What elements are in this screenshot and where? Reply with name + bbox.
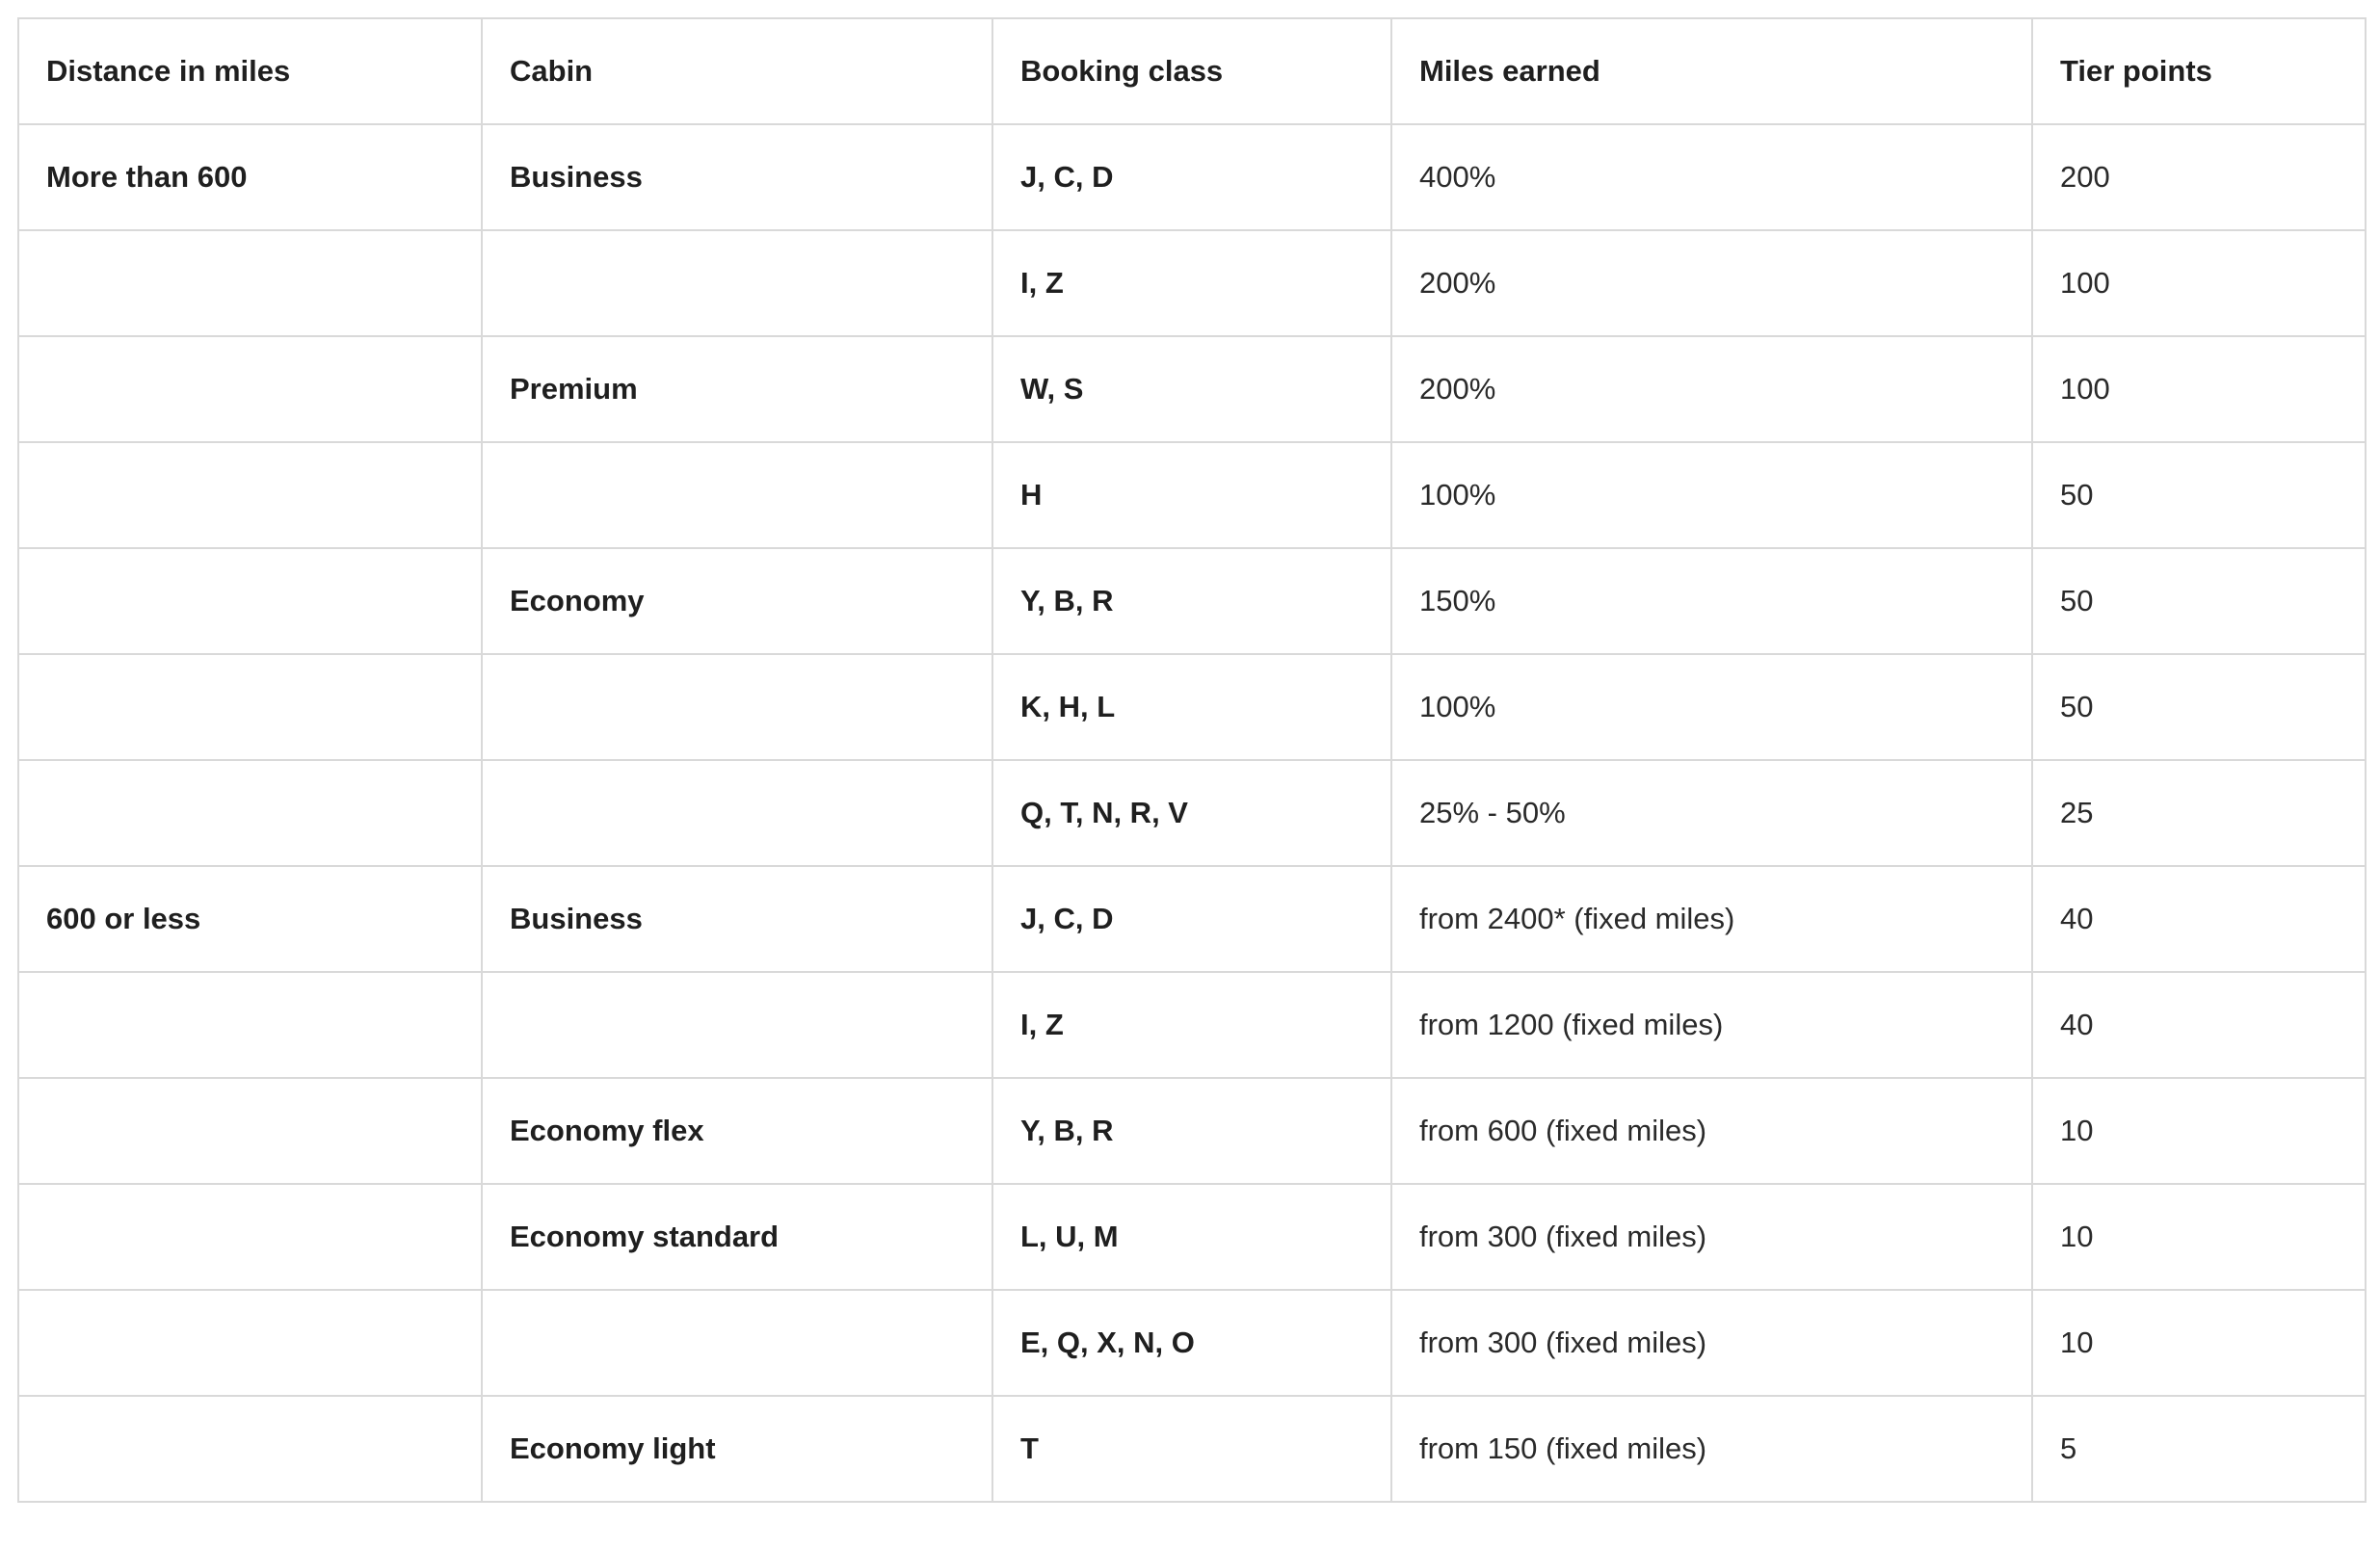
cell-miles-earned: from 2400* (fixed miles) (1391, 866, 2032, 972)
cell-miles-earned: 100% (1391, 654, 2032, 760)
cell-booking-class: L, U, M (992, 1184, 1391, 1290)
cell-cabin (482, 230, 992, 336)
cell-miles-earned: 400% (1391, 124, 2032, 230)
cell-miles-earned: from 150 (fixed miles) (1391, 1396, 2032, 1502)
miles-earning-table (17, 17, 2367, 1503)
cell-booking-class: T (992, 1396, 1391, 1502)
cell-distance (18, 548, 482, 654)
cell-distance (18, 1396, 482, 1502)
cell-distance (18, 1184, 482, 1290)
cell-miles-earned: 25% - 50% (1391, 760, 2032, 866)
cell-distance: 600 or less (18, 866, 482, 972)
cell-distance (18, 760, 482, 866)
cell-booking-class: J, C, D (992, 866, 1391, 972)
cell-cabin: Economy flex (482, 1078, 992, 1184)
cell-distance (18, 336, 482, 442)
cell-cabin: Economy light (482, 1396, 992, 1502)
cell-tier-points: 40 (2032, 972, 2366, 1078)
table-row (18, 972, 2366, 1078)
cell-miles-earned: from 300 (fixed miles) (1391, 1184, 2032, 1290)
cell-miles-earned: from 1200 (fixed miles) (1391, 972, 2032, 1078)
table-row (18, 1396, 2366, 1502)
cell-booking-class: W, S (992, 336, 1391, 442)
cell-tier-points: 10 (2032, 1290, 2366, 1396)
table-row (18, 442, 2366, 548)
cell-distance (18, 654, 482, 760)
cell-cabin (482, 442, 992, 548)
cell-tier-points: 40 (2032, 866, 2366, 972)
table-row (18, 654, 2366, 760)
table-body (18, 124, 2366, 1502)
header-booking-class: Booking class (992, 18, 1391, 124)
header-distance: Distance in miles (18, 18, 482, 124)
cell-booking-class: K, H, L (992, 654, 1391, 760)
cell-tier-points: 200 (2032, 124, 2366, 230)
cell-booking-class: Y, B, R (992, 548, 1391, 654)
cell-miles-earned: 100% (1391, 442, 2032, 548)
miles-table-container (17, 17, 2365, 1503)
cell-booking-class: I, Z (992, 230, 1391, 336)
cell-cabin: Economy standard (482, 1184, 992, 1290)
cell-booking-class: J, C, D (992, 124, 1391, 230)
cell-distance (18, 1290, 482, 1396)
cell-miles-earned: 150% (1391, 548, 2032, 654)
table-row (18, 1184, 2366, 1290)
header-cabin: Cabin (482, 18, 992, 124)
table-row (18, 548, 2366, 654)
cell-miles-earned: 200% (1391, 230, 2032, 336)
cell-tier-points: 50 (2032, 548, 2366, 654)
cell-tier-points: 50 (2032, 654, 2366, 760)
table-row (18, 866, 2366, 972)
table-row (18, 760, 2366, 866)
cell-booking-class: Q, T, N, R, V (992, 760, 1391, 866)
cell-cabin (482, 760, 992, 866)
table-header (18, 18, 2366, 124)
cell-miles-earned: from 300 (fixed miles) (1391, 1290, 2032, 1396)
table-row (18, 336, 2366, 442)
cell-cabin: Business (482, 866, 992, 972)
header-miles-earned: Miles earned (1391, 18, 2032, 124)
cell-tier-points: 5 (2032, 1396, 2366, 1502)
cell-cabin: Premium (482, 336, 992, 442)
cell-distance (18, 972, 482, 1078)
cell-tier-points: 50 (2032, 442, 2366, 548)
cell-booking-class: I, Z (992, 972, 1391, 1078)
header-tier-points: Tier points (2032, 18, 2366, 124)
cell-cabin: Economy (482, 548, 992, 654)
header-row (18, 18, 2366, 124)
cell-distance (18, 442, 482, 548)
cell-distance (18, 230, 482, 336)
cell-tier-points: 100 (2032, 336, 2366, 442)
cell-cabin: Business (482, 124, 992, 230)
cell-miles-earned: from 600 (fixed miles) (1391, 1078, 2032, 1184)
table-row (18, 230, 2366, 336)
cell-distance: More than 600 (18, 124, 482, 230)
table-row (18, 1078, 2366, 1184)
cell-cabin (482, 972, 992, 1078)
cell-tier-points: 100 (2032, 230, 2366, 336)
cell-booking-class: Y, B, R (992, 1078, 1391, 1184)
cell-tier-points: 10 (2032, 1184, 2366, 1290)
cell-cabin (482, 654, 992, 760)
cell-tier-points: 10 (2032, 1078, 2366, 1184)
cell-booking-class: E, Q, X, N, O (992, 1290, 1391, 1396)
cell-distance (18, 1078, 482, 1184)
table-row (18, 1290, 2366, 1396)
cell-cabin (482, 1290, 992, 1396)
cell-tier-points: 25 (2032, 760, 2366, 866)
cell-miles-earned: 200% (1391, 336, 2032, 442)
table-row (18, 124, 2366, 230)
cell-booking-class: H (992, 442, 1391, 548)
